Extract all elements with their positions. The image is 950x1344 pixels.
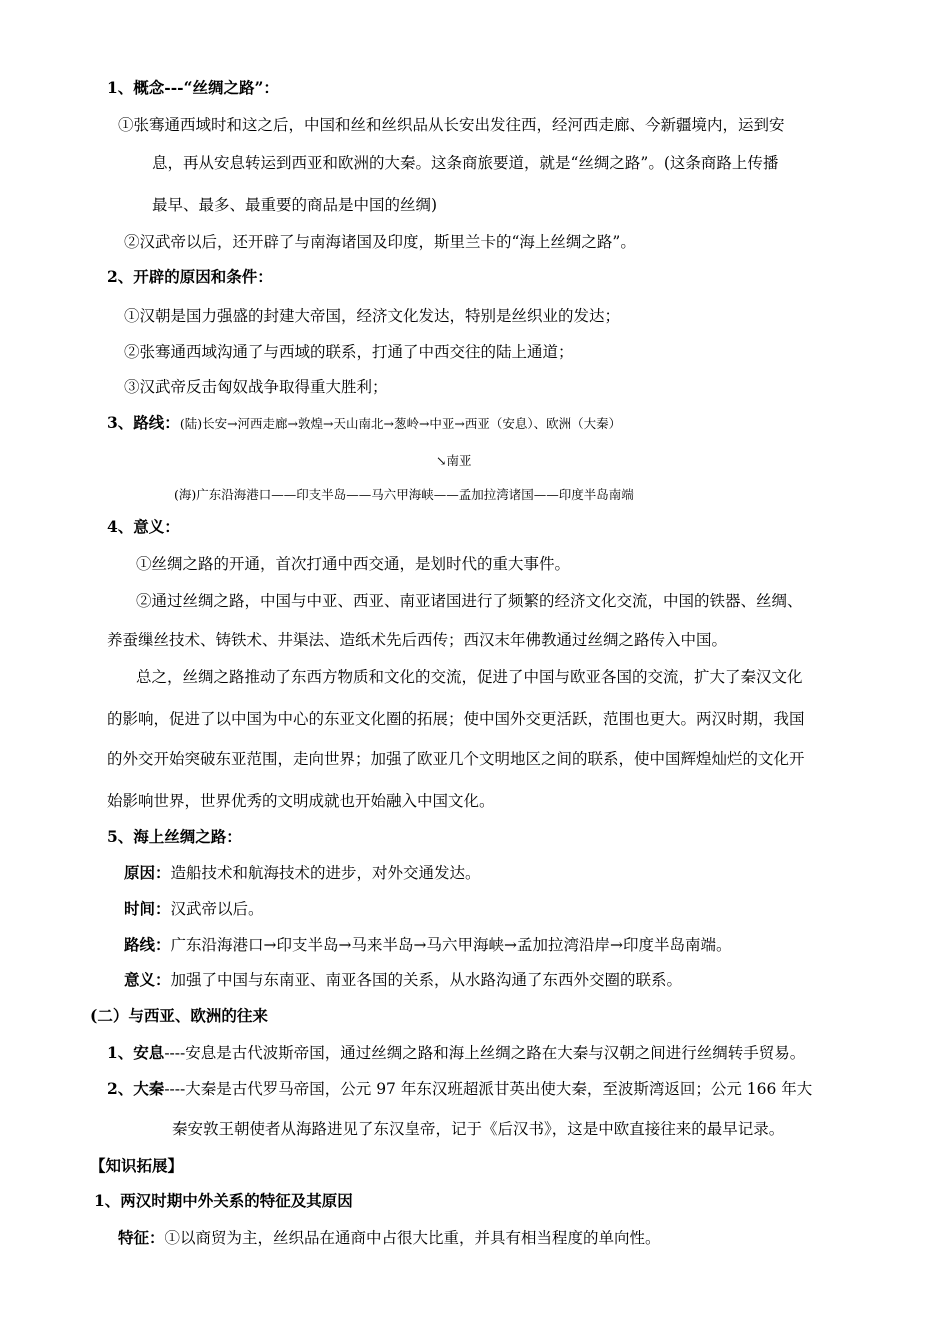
section-number: 4、 [107,517,134,536]
list-item: ②通过丝绸之路，中国与中亚、西亚、南亚诸国进行了频繁的经济文化交流，中国的铁器、丝绸、 [136,592,803,610]
field-value: ①以商贸为主，丝织品在通商中占很大比重，并具有相当程度的单向性。 [164,1229,661,1247]
field-value: 广东沿海港口→印支半岛→马来半岛→马六甲海峡→孟加拉湾沿岸→印度半岛南端。 [170,936,732,954]
daqin-line [107,1078,812,1100]
section-number: 5、 [107,827,134,846]
sea-route: (海)广东沿海港口——印支半岛——马六甲海峡——孟加拉湾诸国——印度半岛南端 [174,487,634,502]
section-1-heading [107,77,279,99]
field-label: 路线： [124,935,171,954]
section-title: 概念---“丝绸之路”： [133,78,279,97]
section-number: 3、 [107,413,134,432]
field-label: 意义： [124,970,171,989]
section-4-heading [107,516,180,538]
south-asia-branch: ↘南亚 [436,453,472,468]
paragraph-line: 总之，丝绸之路推动了东西方物质和文化的交流，促进了中国与欧亚各国的交流，扩大了秦汉文化 [136,668,803,686]
section-title: 路线： [133,413,180,432]
section-5-heading [107,826,242,848]
feature-line [118,1227,661,1249]
section-title: 开辟的原因和条件： [133,267,273,286]
field-value: 汉武帝以后。 [170,900,264,918]
paragraph-line: 的外交开始突破东亚范围，走向世界；加强了欧亚几个文明地区之间的联系，使中国辉煌灿烂的文化开 [107,750,805,768]
meaning-line [124,969,682,991]
field-label: 原因： [124,863,171,882]
reason-line [124,862,481,884]
field-label: 特征： [118,1228,165,1247]
item-number: 1、 [94,1191,121,1210]
item-number: 1、 [107,1043,134,1062]
item-text: ----大秦是古代罗马帝国，公元 97 年东汉班超派甘英出使大秦，至波斯湾返回；公元 166 年大 [164,1080,813,1098]
list-item: ①丝绸之路的开通，首次打通中西交通，是划时代的重大事件。 [136,555,571,573]
anxi-line [107,1042,805,1064]
time-line [124,898,264,920]
land-route: (陆)长安→河西走廊→敦煌→天山南北→葱岭→中亚→西亚（安息）、欧洲（大秦） [179,416,622,431]
field-label: 时间： [124,899,171,918]
item-label: 安息 [133,1043,165,1062]
extension-subheading [94,1190,353,1212]
field-value: 造船技术和航海技术的进步，对外交通发达。 [170,864,481,882]
extension-heading: 【知识拓展】 [90,1156,184,1175]
item-number: 2、 [107,1079,134,1098]
item-label: 大秦 [133,1079,165,1098]
paragraph-line: 息，再从安息转运到西亚和欧洲的大秦。这条商旅要道，就是“丝绸之路”。(这条商路上传播 [152,154,779,172]
part-heading: (二）与西亚、欧洲的往来 [90,1006,268,1025]
section-2-heading [107,266,273,288]
item-text: ----安息是古代波斯帝国，通过丝绸之路和海上丝绸之路在大秦与汉朝之间进行丝绸转手贸易。 [164,1044,806,1062]
paragraph-line: 养蚕缫丝技术、铸铁术、井渠法、造纸术先后西传；西汉末年佛教通过丝绸之路传入中国。 [107,631,728,649]
paragraph-line: 的影响，促进了以中国为中心的东亚文化圈的拓展；使中国外交更活跃，范围也更大。两汉时期，我国 [107,710,805,728]
list-item: ②张骞通西域沟通了与西域的联系，打通了中西交往的陆上通道； [124,343,574,361]
section-3-heading [107,412,621,435]
paragraph-line: 始影响世界，世界优秀的文明成就也开始融入中国文化。 [107,792,495,810]
list-item: ①汉朝是国力强盛的封建大帝国，经济文化发达，特别是丝织业的发达； [124,307,621,325]
section-title: 意义： [133,517,180,536]
paragraph-line: 秦安敦王朝使者从海路进见了东汉皇帝，记于《后汉书》，这是中欧直接往来的最早记录。 [172,1120,785,1138]
route-line [124,934,731,956]
field-value: 加强了中国与东南亚、南亚各国的关系，从水路沟通了东西外交圈的联系。 [170,971,683,989]
paragraph-line: ②汉武帝以后，还开辟了与南海诸国及印度，斯里兰卡的“海上丝绸之路”。 [124,233,636,251]
paragraph-line: ①张骞通西域时和这之后，中国和丝和丝织品从长安出发往西，经河西走廊、今新疆境内，运到安 [118,116,785,134]
paragraph-line: 最早、最多、最重要的商品是中国的丝绸) [152,196,438,214]
subheading-text: 两汉时期中外关系的特征及其原因 [120,1191,353,1210]
section-title: 海上丝绸之路： [133,827,242,846]
section-number: 1、 [107,78,134,97]
list-item: ③汉武帝反击匈奴战争取得重大胜利； [124,378,388,396]
section-number: 2、 [107,267,134,286]
